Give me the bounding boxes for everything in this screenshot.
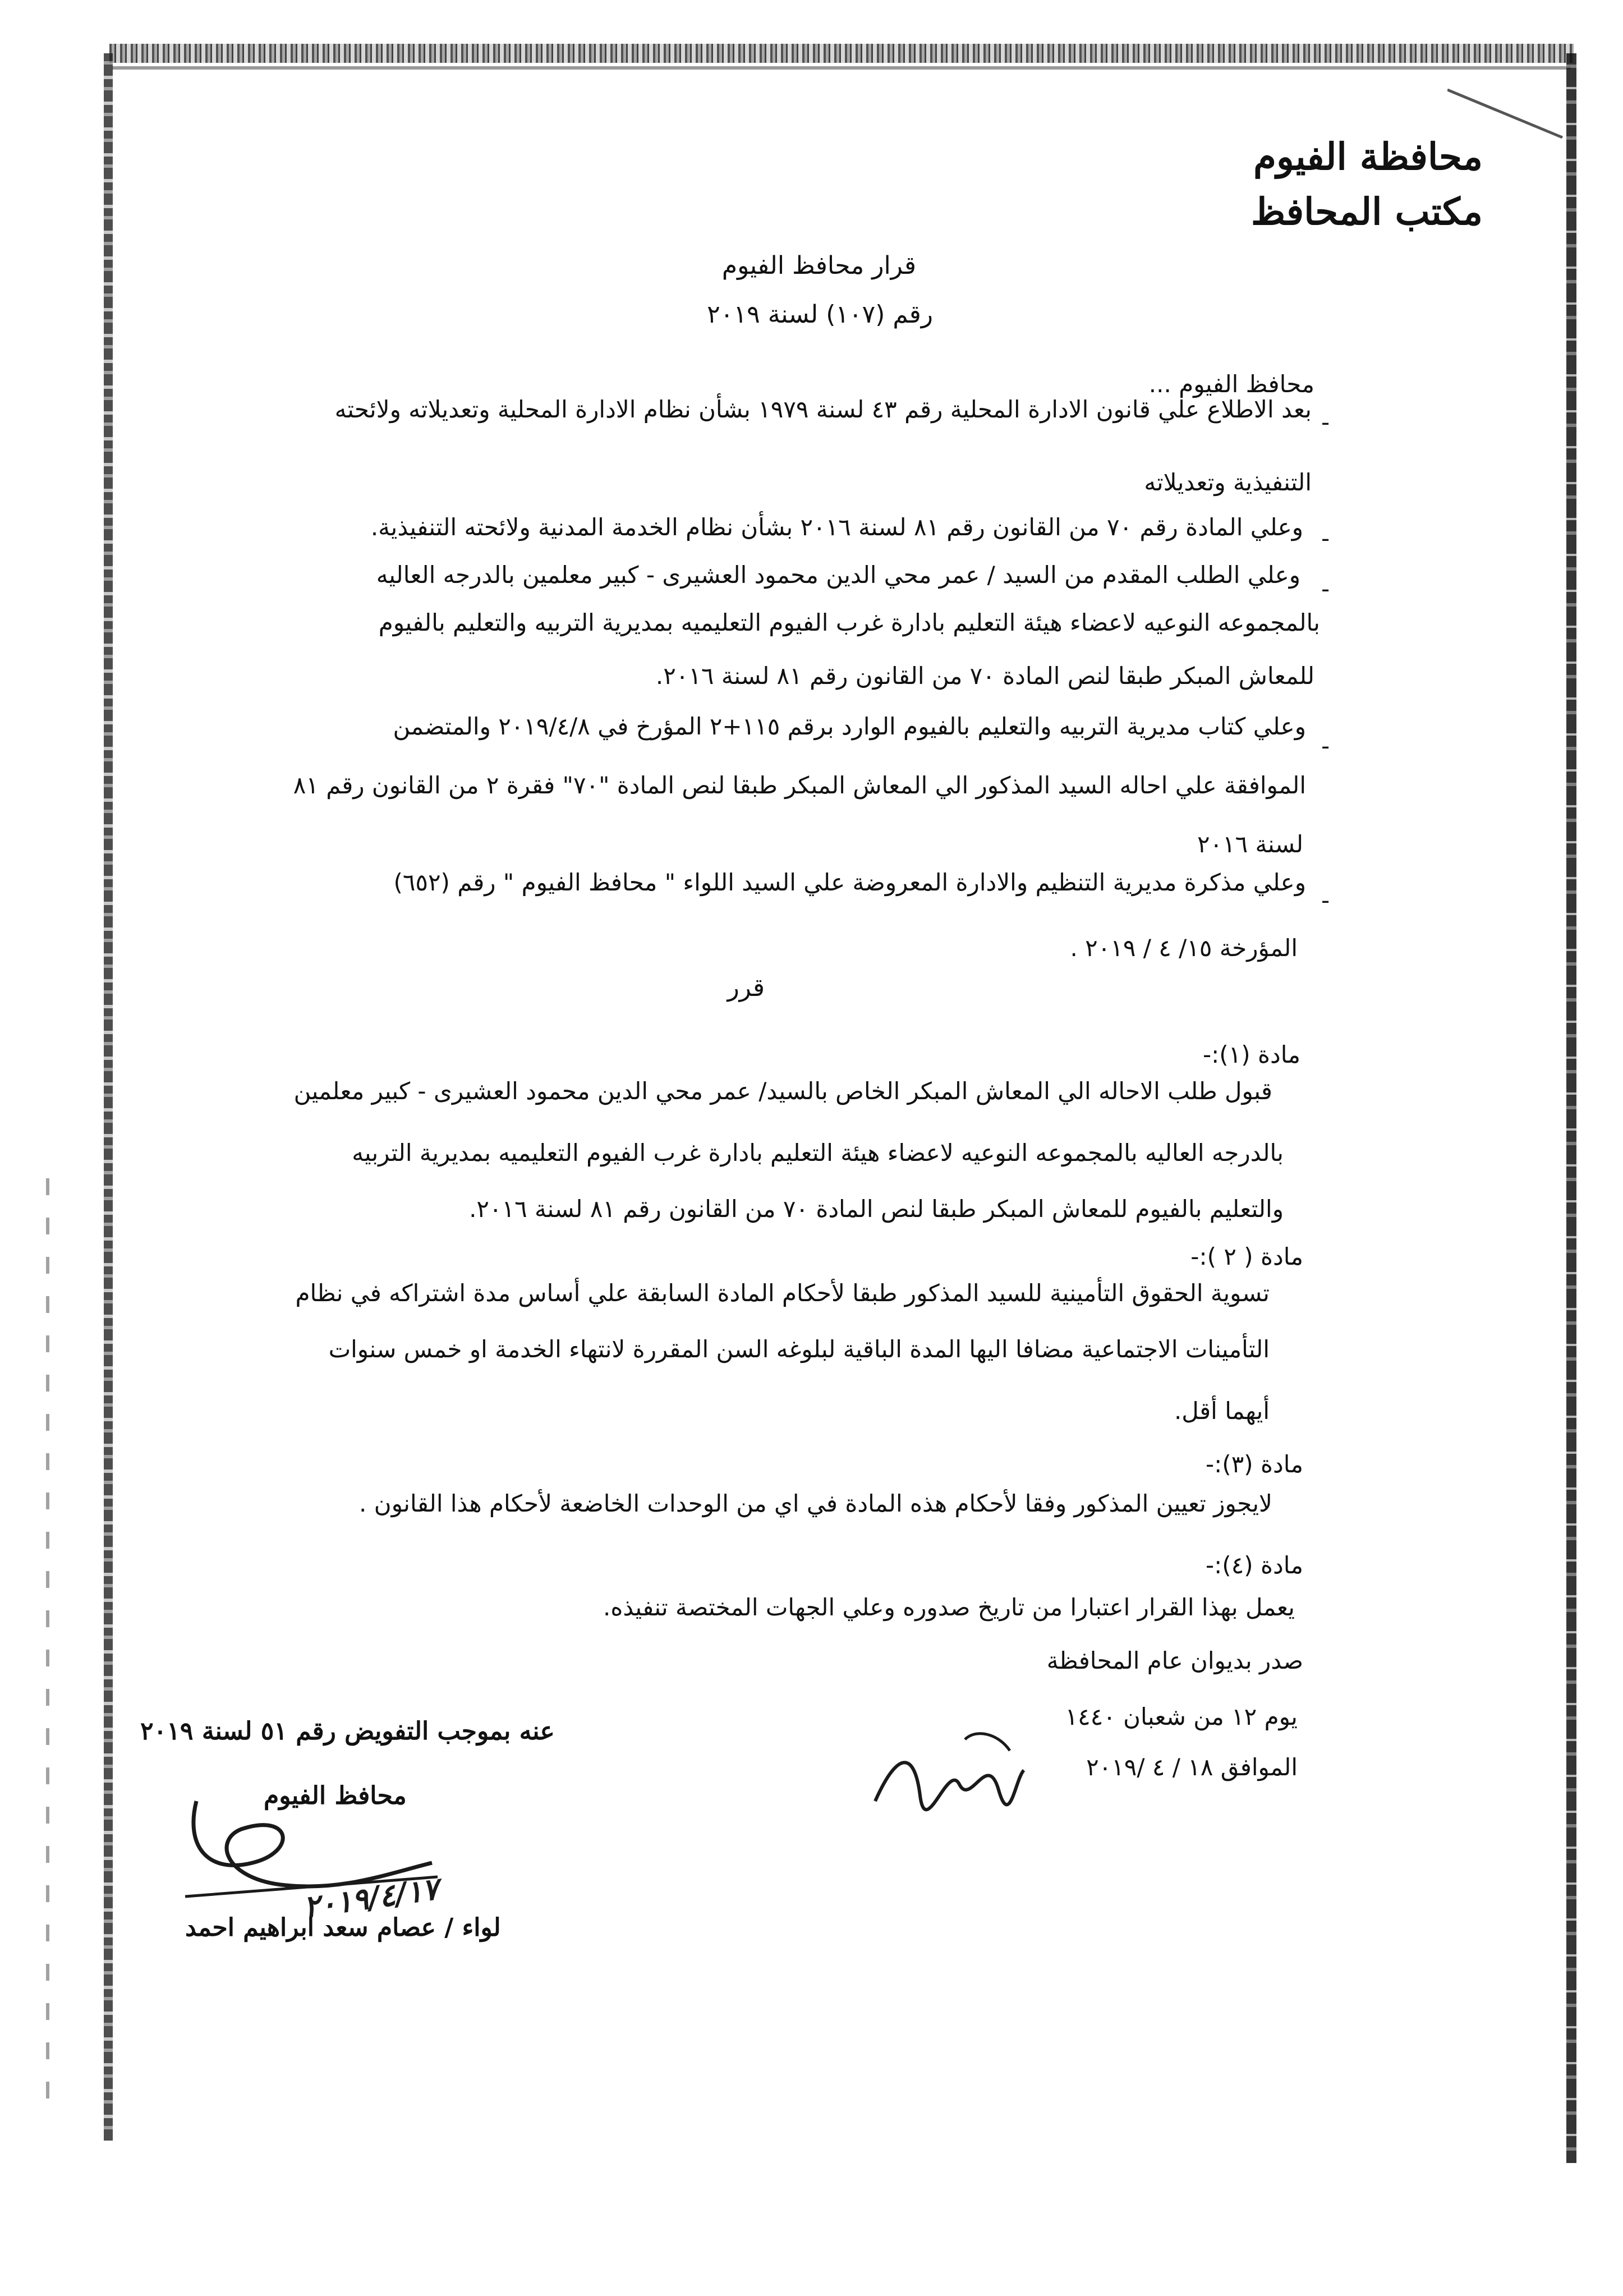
delegation-line: عنه بموجب التفويض رقم ٥١ لسنة ٢٠١٩ [140, 1717, 555, 1746]
article-line: بالدرجه العاليه بالمجموعه النوعيه لاعضاء هيئة التعليم بادارة غرب الفيوم التعليميه بمديرية التربيه [352, 1139, 1284, 1167]
preamble-dash: - [1321, 575, 1330, 603]
scan-edge-left [104, 53, 113, 2141]
scan-edge-top [109, 44, 1574, 63]
initials-signature [864, 1717, 1032, 1829]
preamble-line: وعلي مذكرة مديرية التنظيم والادارة المعروضة علي السيد اللواء " محافظ الفيوم " رقم (٦٥٢) [393, 869, 1306, 896]
article-line: التأمينات الاجتماعية مضافا اليها المدة الباقية لبلوغه السن المقررة لانتهاء الخدمة او خمس سنوات [328, 1335, 1270, 1363]
signatory-title: محافظ الفيوم [264, 1781, 407, 1810]
scan-edge-top-line [112, 66, 1571, 70]
preamble-dash: - [1321, 525, 1330, 552]
preamble-opening: محافظ الفيوم ... [1148, 370, 1314, 398]
article-line: يعمل بهذا القرار اعتبارا من تاريخ صدوره وعلي الجهات المختصة تنفيذه. [603, 1594, 1295, 1621]
article-heading: مادة (٣):- [1205, 1450, 1303, 1478]
preamble-line: المؤرخة ١٥/ ٤ / ٢٠١٩ . [1070, 934, 1298, 962]
signatory-name: لواء / عصام سعد ابراهيم احمد [185, 1913, 501, 1942]
preamble-line: التنفيذية وتعديلاته [1144, 469, 1312, 496]
preamble-line: وعلي المادة رقم ٧٠ من القانون رقم ٨١ لسنة ٢٠١٦ بشأن نظام الخدمة المدنية ولائحته التنفيذية. [370, 513, 1303, 541]
article-line: أيهما أقل. [1174, 1397, 1270, 1425]
article-heading: مادة ( ٢ ):- [1190, 1243, 1303, 1270]
article-line: والتعليم بالفيوم للمعاش المبكر طبقا لنص المادة ٧٠ من القانون رقم ٨١ لسنة ٢٠١٦. [469, 1195, 1284, 1223]
preamble-line: الموافقة علي احاله السيد المذكور الي المعاش المبكر طبقا لنص المادة "٧٠" فقرة ٢ من القانون رقم ٨١ [293, 772, 1306, 799]
issuance-day: يوم ١٢ من شعبان ١٤٤٠ [1065, 1703, 1298, 1730]
preamble-dash: - [1321, 408, 1330, 436]
preamble-dash: - [1321, 887, 1330, 914]
handwritten-date: ٢٠١٩/٤/١٧ [301, 1870, 441, 1925]
decision-number: رقم (١٠٧) لسنة ٢٠١٩ [707, 300, 933, 329]
preamble-line: بعد الاطلاع علي قانون الادارة المحلية رقم ٤٣ لسنة ١٩٧٩ بشأن نظام الادارة المحلية وتعديلاته ولائحته [334, 396, 1312, 423]
article-heading: مادة (١):- [1202, 1041, 1300, 1068]
preamble-line: وعلي كتاب مديرية التربيه والتعليم بالفيوم الوارد برقم ١١٥+٢ المؤرخ في ٢٠١٩/٤/٨ والمتضمن [393, 713, 1306, 740]
preamble-line: للمعاش المبكر طبقا لنص المادة ٧٠ من القانون رقم ٨١ لسنة ٢٠١٦. [655, 662, 1314, 690]
preamble-line: لسنة ٢٠١٦ [1197, 830, 1303, 858]
preamble-dash: - [1321, 732, 1330, 760]
article-line: لايجوز تعيين المذكور وفقا لأحكام هذه المادة في اي من الوحدات الخاضعة لأحكام هذا القانون . [359, 1490, 1272, 1517]
preamble-line: بالمجموعه النوعيه لاعضاء هيئة التعليم بادارة غرب الفيوم التعليميه بمديرية التربيه والتعليم بالفيوم [378, 609, 1320, 636]
article-line: تسوية الحقوق التأمينية للسيد المذكور طبقا لأحكام المادة السابقة علي أساس مدة اشتراكه في نظام [295, 1279, 1270, 1307]
article-line: قبول طلب الاحاله الي المعاش المبكر الخاص بالسيد/ عمر محي الدين محمود العشيرى - كبير معلمين [293, 1077, 1272, 1105]
article-heading: مادة (٤):- [1205, 1551, 1303, 1579]
issuance-place: صدر بديوان عام المحافظة [1046, 1647, 1303, 1674]
governorate-name: محافظة الفيوم [1253, 135, 1483, 178]
scan-edge-left-faint [46, 1178, 49, 2104]
decided-heading: قرر [727, 973, 765, 1002]
scan-edge-right [1566, 53, 1576, 2163]
preamble-line: وعلي الطلب المقدم من السيد / عمر محي الدين محمود العشيرى - كبير معلمين بالدرجه العاليه [376, 561, 1300, 589]
issuance-date: الموافق ١٨ / ٤ /٢٠١٩ [1086, 1753, 1298, 1781]
decision-title: قرار محافظ الفيوم [721, 251, 916, 280]
governor-office: مكتب المحافظ [1250, 190, 1483, 233]
